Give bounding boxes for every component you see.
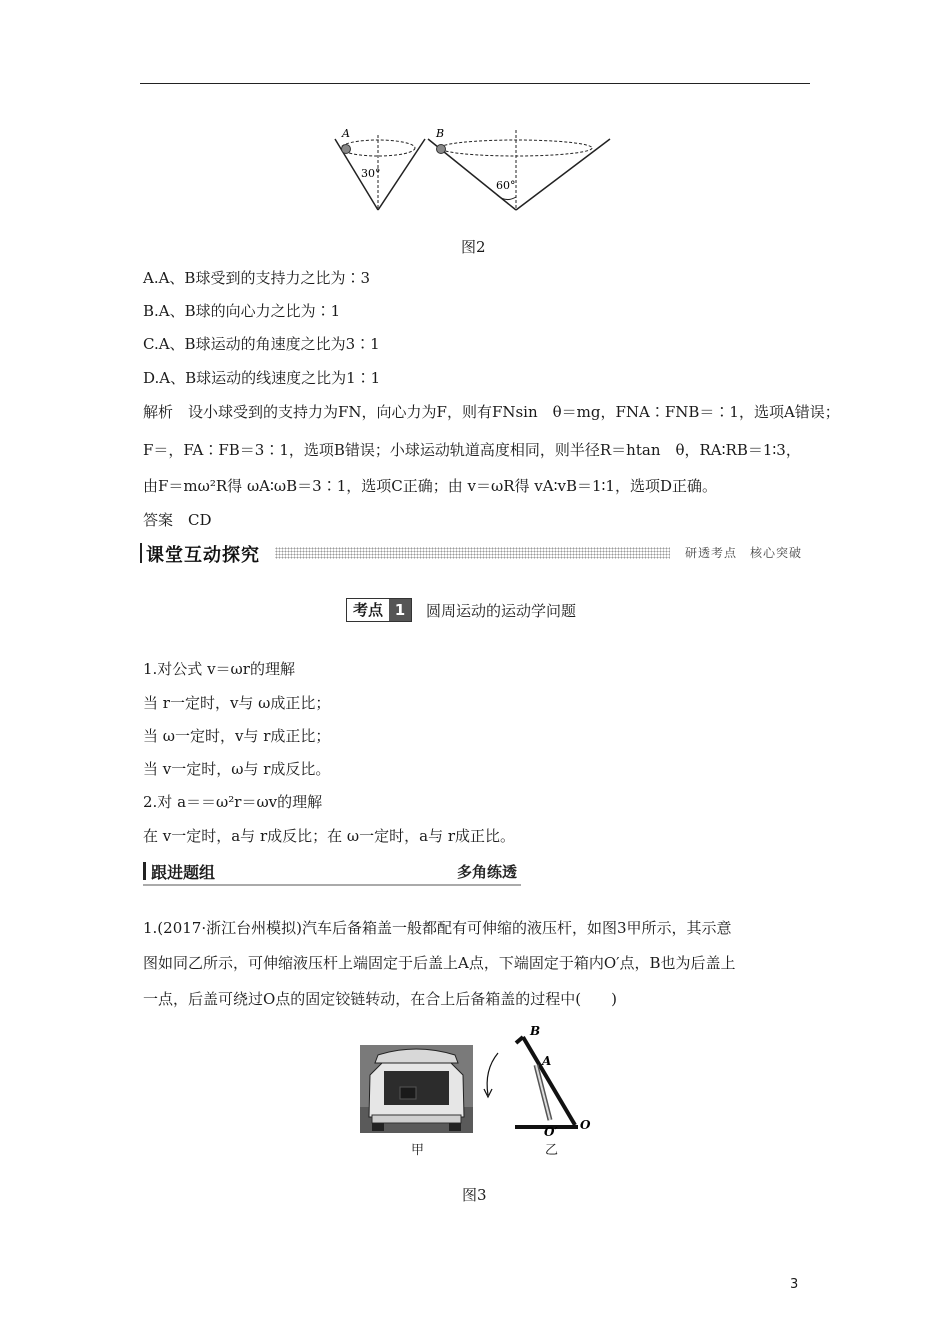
question-1-line-3: 一点，后盖可绕过O点的固定铰链转动，在合上后备箱盖的过程中( ) [143,990,618,1008]
analysis-line-2: F＝，FA∶FB＝3∶1，选项B错误；小球运动轨道高度相同，则半径R＝htan θ，RA∶RB＝1∶3， [143,441,801,459]
follow-tag: 多角练透 [456,863,517,881]
option-c: C.A、B球运动的角速度之比为3∶1 [143,335,380,353]
analysis-line-3: 由F＝mω²R得 ωA∶ωB＝3∶1，选项C正确；由 v＝ωR得 vA∶vB＝1∶1，选项D正确。 [143,477,717,495]
diagram-label-b: B [530,1025,541,1038]
label-a: A [342,127,350,140]
figure-3-yi-label: 乙 [545,1143,559,1158]
point-5: 2.对 a＝＝ω²r＝ωv的理解 [143,793,323,811]
figure-3-jia-label: 甲 [411,1143,425,1158]
diagram-label-o-prime: O′ [544,1125,558,1137]
cone-a-right-edge [378,139,425,210]
ball-a [342,145,351,154]
section-tag: 研透考点 核心突破 [684,546,802,560]
closing-arrow [487,1053,498,1095]
kaodian-number: 1 [389,599,411,621]
answer: 答案 CD [143,511,212,529]
kaodian-heading [346,598,576,622]
figure-3-caption: 图3 [462,1186,487,1204]
option-d: D.A、B球运动的线速度之比为1∶1 [143,369,381,387]
cone-b-angle-arc [497,195,516,200]
ball-b [437,145,446,154]
point-3: 当 ω一定时，v与 r成正比； [143,727,331,745]
label-b: B [436,127,445,140]
kaodian-label: 考点 [353,601,384,619]
question-1-line-2: 图如同乙所示，可伸缩液压杆上端固定于后盖上A点，下端固定于箱内O′点，B也为后盖上 [143,954,736,972]
page-number: 3 [790,1277,799,1292]
point-4: 当 v一定时，ω与 r成反比。 [143,760,331,778]
follow-header [143,860,521,886]
figure-3-diagram [478,1025,598,1137]
follow-title: 跟进题组 [151,863,216,882]
diagram-label-a: A [542,1054,552,1068]
option-a: A.A、B球受到的支持力之比为∶3 [143,269,371,287]
question-1-line-1: 1.(2017·浙江台州模拟)汽车后备箱盖一般都配有可伸缩的液压杆，如图3甲所示，其示意 [143,919,732,937]
analysis-line-1: 解析 设小球受到的支持力为FN，向心力为F，则有FNsin θ＝mg，FNA∶FNB＝∶1，选项A错误； [143,403,840,421]
point-2: 当 r一定时，v与 ω成正比； [143,694,331,712]
car-trunk-photo [360,1045,473,1133]
angle-b-label: 60° [496,179,516,192]
section-title: 课堂互动探究 [146,545,260,566]
header-rule [140,83,810,84]
figure-2-cones [330,125,620,220]
section-header [140,541,810,565]
diagram-label-o: O [580,1118,591,1132]
figure-2-caption: 图2 [461,238,486,256]
kaodian-title: 圆周运动的运动学问题 [426,601,577,620]
option-b: B.A、B球的向心力之比为∶1 [143,302,341,320]
angle-a-label: 30° [361,167,381,180]
section-divider [275,547,670,559]
point-1: 1.对公式 v＝ωr的理解 [143,660,295,678]
cone-b-right-edge [516,139,610,210]
point-6: 在 v一定时，a与 r成反比；在 ω一定时，a与 r成正比。 [143,827,516,845]
